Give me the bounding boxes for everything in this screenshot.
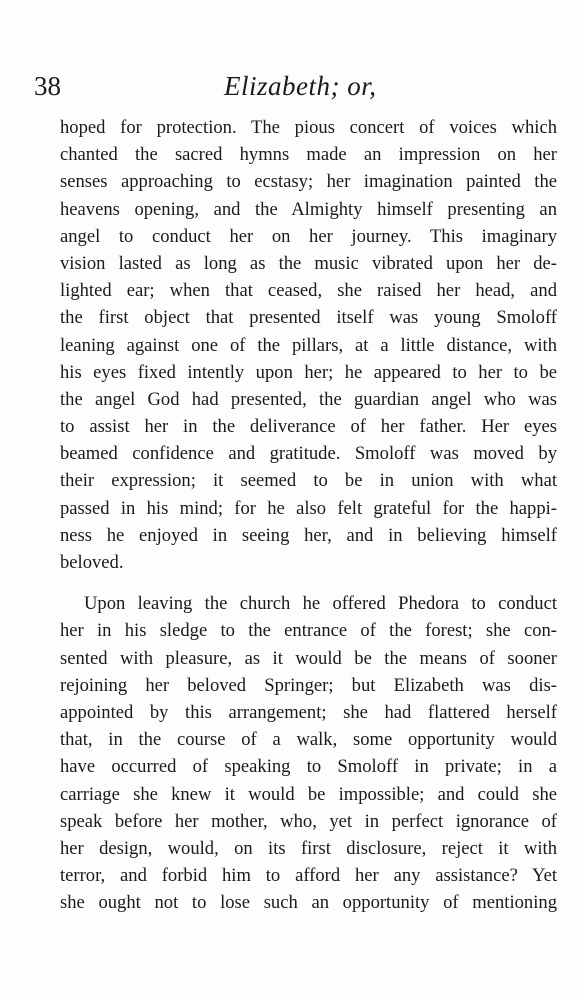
text-line: have occurred of speaking to Smoloff in private; in a xyxy=(60,756,557,778)
text-line: sented with pleasure, as it would be the means of sooner xyxy=(60,647,557,669)
text-line: ness he enjoyed in seeing her, and in believing himself xyxy=(60,524,557,546)
text-line: beamed confidence and gratitude. Smoloff was moved by xyxy=(60,443,557,465)
running-title: Elizabeth; or, xyxy=(224,71,377,101)
text-line: chanted the sacred hymns made an impression on her xyxy=(60,144,557,166)
paragraph-gap xyxy=(60,576,557,590)
text-line: to assist her in the deliverance of her father. Her eyes xyxy=(60,416,557,438)
text-line: that, in the course of a walk, some opportunity would xyxy=(60,729,557,751)
text-line: senses approaching to ecstasy; her imagination painted the xyxy=(60,171,557,193)
text-line: beloved. xyxy=(60,552,124,573)
text-line: speak before her mother, who, yet in perfect ignorance of xyxy=(60,810,557,832)
text-line: passed in his mind; for he also felt grateful for the happi- xyxy=(60,497,557,519)
text-line: rejoining her beloved Springer; but Elizabeth was dis- xyxy=(60,674,557,696)
text-line: carriage she knew it would be impossible; and could she xyxy=(60,783,557,805)
text-line: his eyes fixed intently upon her; he appeared to her to be xyxy=(60,361,557,383)
paragraph xyxy=(60,590,557,916)
text-line: the angel God had presented, the guardian angel who was xyxy=(60,388,557,410)
text-line: appointed by this arrangement; she had flattered herself xyxy=(60,701,557,723)
body-text xyxy=(60,114,557,916)
page-number: 38 xyxy=(34,71,61,101)
text-line: vision lasted as long as the music vibrated upon her de- xyxy=(60,252,557,274)
text-line: lighted ear; when that ceased, she raised her head, and xyxy=(60,280,557,302)
text-line: her design, would, on its first disclosure, reject it with xyxy=(60,837,557,859)
text-line: hoped for protection. The pious concert of voices which xyxy=(60,117,557,138)
text-line: she ought not to lose such an opportunity of mentioning xyxy=(60,892,557,914)
text-line: leaning against one of the pillars, at a little distance, with xyxy=(60,334,557,356)
paragraph xyxy=(60,114,557,576)
text-line: heavens opening, and the Almighty himself presenting an xyxy=(60,198,557,220)
text-line: her in his sledge to the entrance of the forest; she con- xyxy=(60,620,557,642)
text-line: angel to conduct her on her journey. This imaginary xyxy=(60,225,557,247)
text-line: their expression; it seemed to be in union with what xyxy=(60,470,557,492)
text-line: the first object that presented itself was young Smoloff xyxy=(60,307,557,329)
text-line: Upon leaving the church he offered Phedora to conduct xyxy=(84,593,557,615)
running-head xyxy=(34,66,554,106)
text-line: terror, and forbid him to afford her any assistance? Yet xyxy=(60,865,557,887)
